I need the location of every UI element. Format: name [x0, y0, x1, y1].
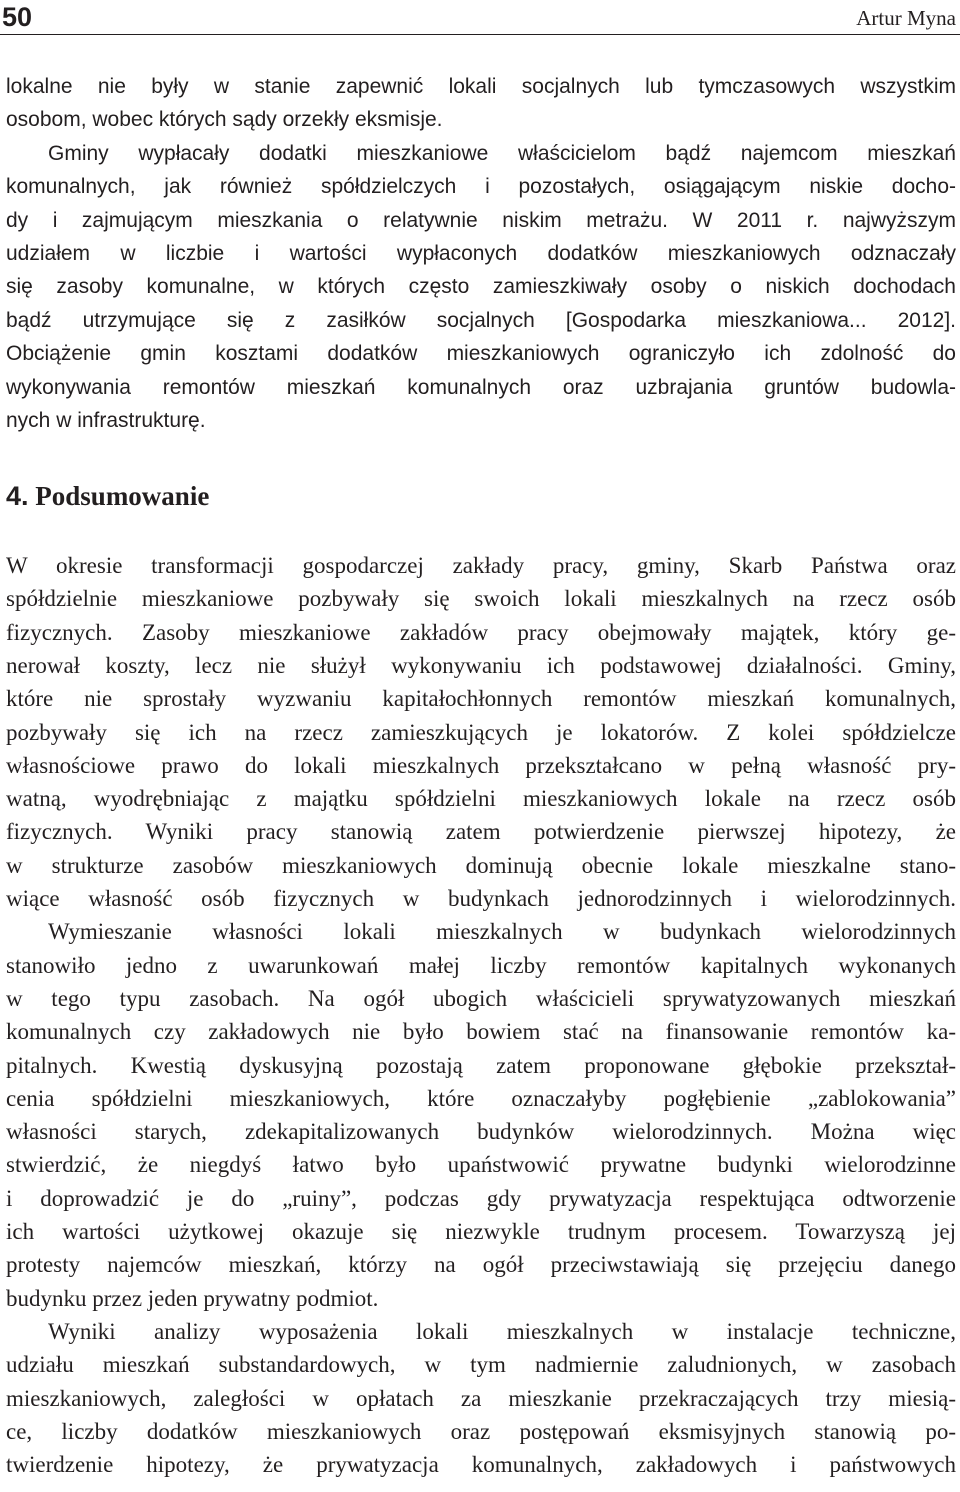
text-line: fizycznych. Wyniki pracy stanowią zatem potwierdzenie pierwszej hipotezy, że — [6, 819, 956, 845]
text-line: się zasoby komunalne, w których często zamieszkiwały osoby o niskich dochodach — [6, 275, 956, 299]
text-line: wiące własność osób fizycznych w budynkach jednorodzinnych i wielorodzinnych. — [6, 886, 956, 911]
text-line: protesty najemców mieszkań, którzy na ogół przeciwstawiają się przejęciu danego — [6, 1252, 956, 1278]
text-line: stwierdzić, że niegdyś łatwo było upaństwowić prywatne budynki wielorodzinne — [6, 1152, 956, 1178]
section-heading — [6, 478, 209, 514]
section-number: 4. — [6, 481, 29, 511]
text-line: bądź utrzymujące się z zasiłków socjalnych [Gospodarka mieszkaniowa... 2012]. — [6, 308, 956, 332]
section-title: Podsumowanie — [35, 481, 210, 511]
text-line: osobom, wobec których sądy orzekły eksmisje. — [6, 108, 443, 132]
text-line: Wymieszanie własności lokali mieszkalnych w budynkach wielorodzinnych — [48, 919, 956, 945]
text-line: nych w infrastrukturę. — [6, 409, 206, 432]
text-line: lokalne nie były w stanie zapewnić lokali socjalnych lub tymczasowych wszystkim — [6, 75, 956, 98]
text-line: budynku przez jeden prywatny podmiot. — [6, 1285, 379, 1311]
running-head-author: Artur Myna — [856, 6, 956, 30]
text-line: Wyniki analizy wyposażenia lokali mieszkalnych w instalacje techniczne, — [48, 1318, 956, 1344]
text-line: dy i zajmującym mieszkania o relatywnie niskim metrażu. W 2011 r. najwyższym — [6, 208, 956, 232]
text-line: ich wartości użytkowej okazuje się niezwykle trudnym procesem. Towarzyszą jej — [6, 1219, 956, 1244]
text-line: w tego typu zasobach. Na ogół ubogich właścicieli sprywatyzowanych mieszkań — [6, 985, 956, 1011]
text-line: W okresie transformacji gospodarczej zakłady pracy, gminy, Skarb Państwa oraz — [6, 553, 956, 578]
text-line: watną, wyodrębniając z majątku spółdzielni mieszkaniowych lokale na rzecz osób — [6, 786, 956, 812]
text-line: własności starych, zdekapitalizowanych budynków wielorodzinnych. Można więc — [6, 1119, 956, 1145]
text-line: wykonywania remontów mieszkań komunalnych oraz uzbrajania gruntów budowla- — [6, 375, 956, 399]
text-line: twierdzenie hipotezy, że prywatyzacja komunalnych, zakładowych i państwowych — [6, 1452, 956, 1478]
text-line: stanowiło jedno z uwarunkowań małej liczby remontów kapitalnych wykonanych — [6, 952, 956, 978]
text-line: udziału mieszkań substandardowych, w tym nadmiernie zaludnionych, w zasobach — [6, 1352, 956, 1378]
text-line: własnościowe prawo do lokali mieszkalnych przekształcano w pełną własność pry- — [6, 752, 956, 778]
text-line: cenia spółdzielni mieszkaniowych, które oznaczałyby pogłębienie „zablokowania” — [6, 1085, 956, 1111]
text-line: mieszkaniowych, zaległości w opłatach za mieszkanie przekraczających trzy miesią- — [6, 1385, 956, 1411]
text-line: spółdzielnie mieszkaniowe pozbywały się swoich lokali mieszkalnych na rzecz osób — [6, 586, 956, 612]
text-line: i doprowadzić je do „ruiny”, podczas gdy prywatyzacja respektująca odtworzenie — [6, 1185, 956, 1211]
text-line: komunalnych czy zakładowych nie było bowiem stać na finansowanie remontów ka- — [6, 1019, 956, 1045]
page-number: 50 — [2, 2, 33, 32]
page-header — [0, 0, 960, 35]
text-line: które nie sprostały wyzwaniu kapitałochłonnych remontów mieszkań komunalnych, — [6, 686, 956, 712]
text-line: w strukturze zasobów mieszkaniowych dominują obecnie lokale mieszkalne stano- — [6, 852, 956, 878]
text-line: nerował koszty, lecz nie służył wykonywaniu ich podstawowej działalności. Gminy, — [6, 652, 956, 678]
text-line: udziałem w liczbie i wartości wypłaconych dodatków mieszkaniowych odznaczały — [6, 242, 956, 265]
text-line: ce, liczby dodatków mieszkaniowych oraz postępowań eksmisyjnych stanowią po- — [6, 1418, 956, 1444]
text-line: Gminy wypłacały dodatki mieszkaniowe właścicielom bądź najemcom mieszkań — [48, 141, 956, 165]
text-line: fizycznych. Zasoby mieszkaniowe zakładów pracy obejmowały majątek, który ge- — [6, 619, 956, 645]
text-line: komunalnych, jak również spółdzielczych i pozostałych, osiągającym niskie docho- — [6, 175, 956, 199]
text-line: Obciążenie gmin kosztami dodatków mieszkaniowych ograniczyło ich zdolność do — [6, 342, 956, 366]
text-line: pozbywały się ich na rzecz zamieszkujących je lokatorów. Z kolei spółdzielcze — [6, 719, 956, 745]
text-line: pitalnych. Kwestią dyskusyjną pozostają zatem proponowane głębokie przekształ- — [6, 1052, 956, 1078]
